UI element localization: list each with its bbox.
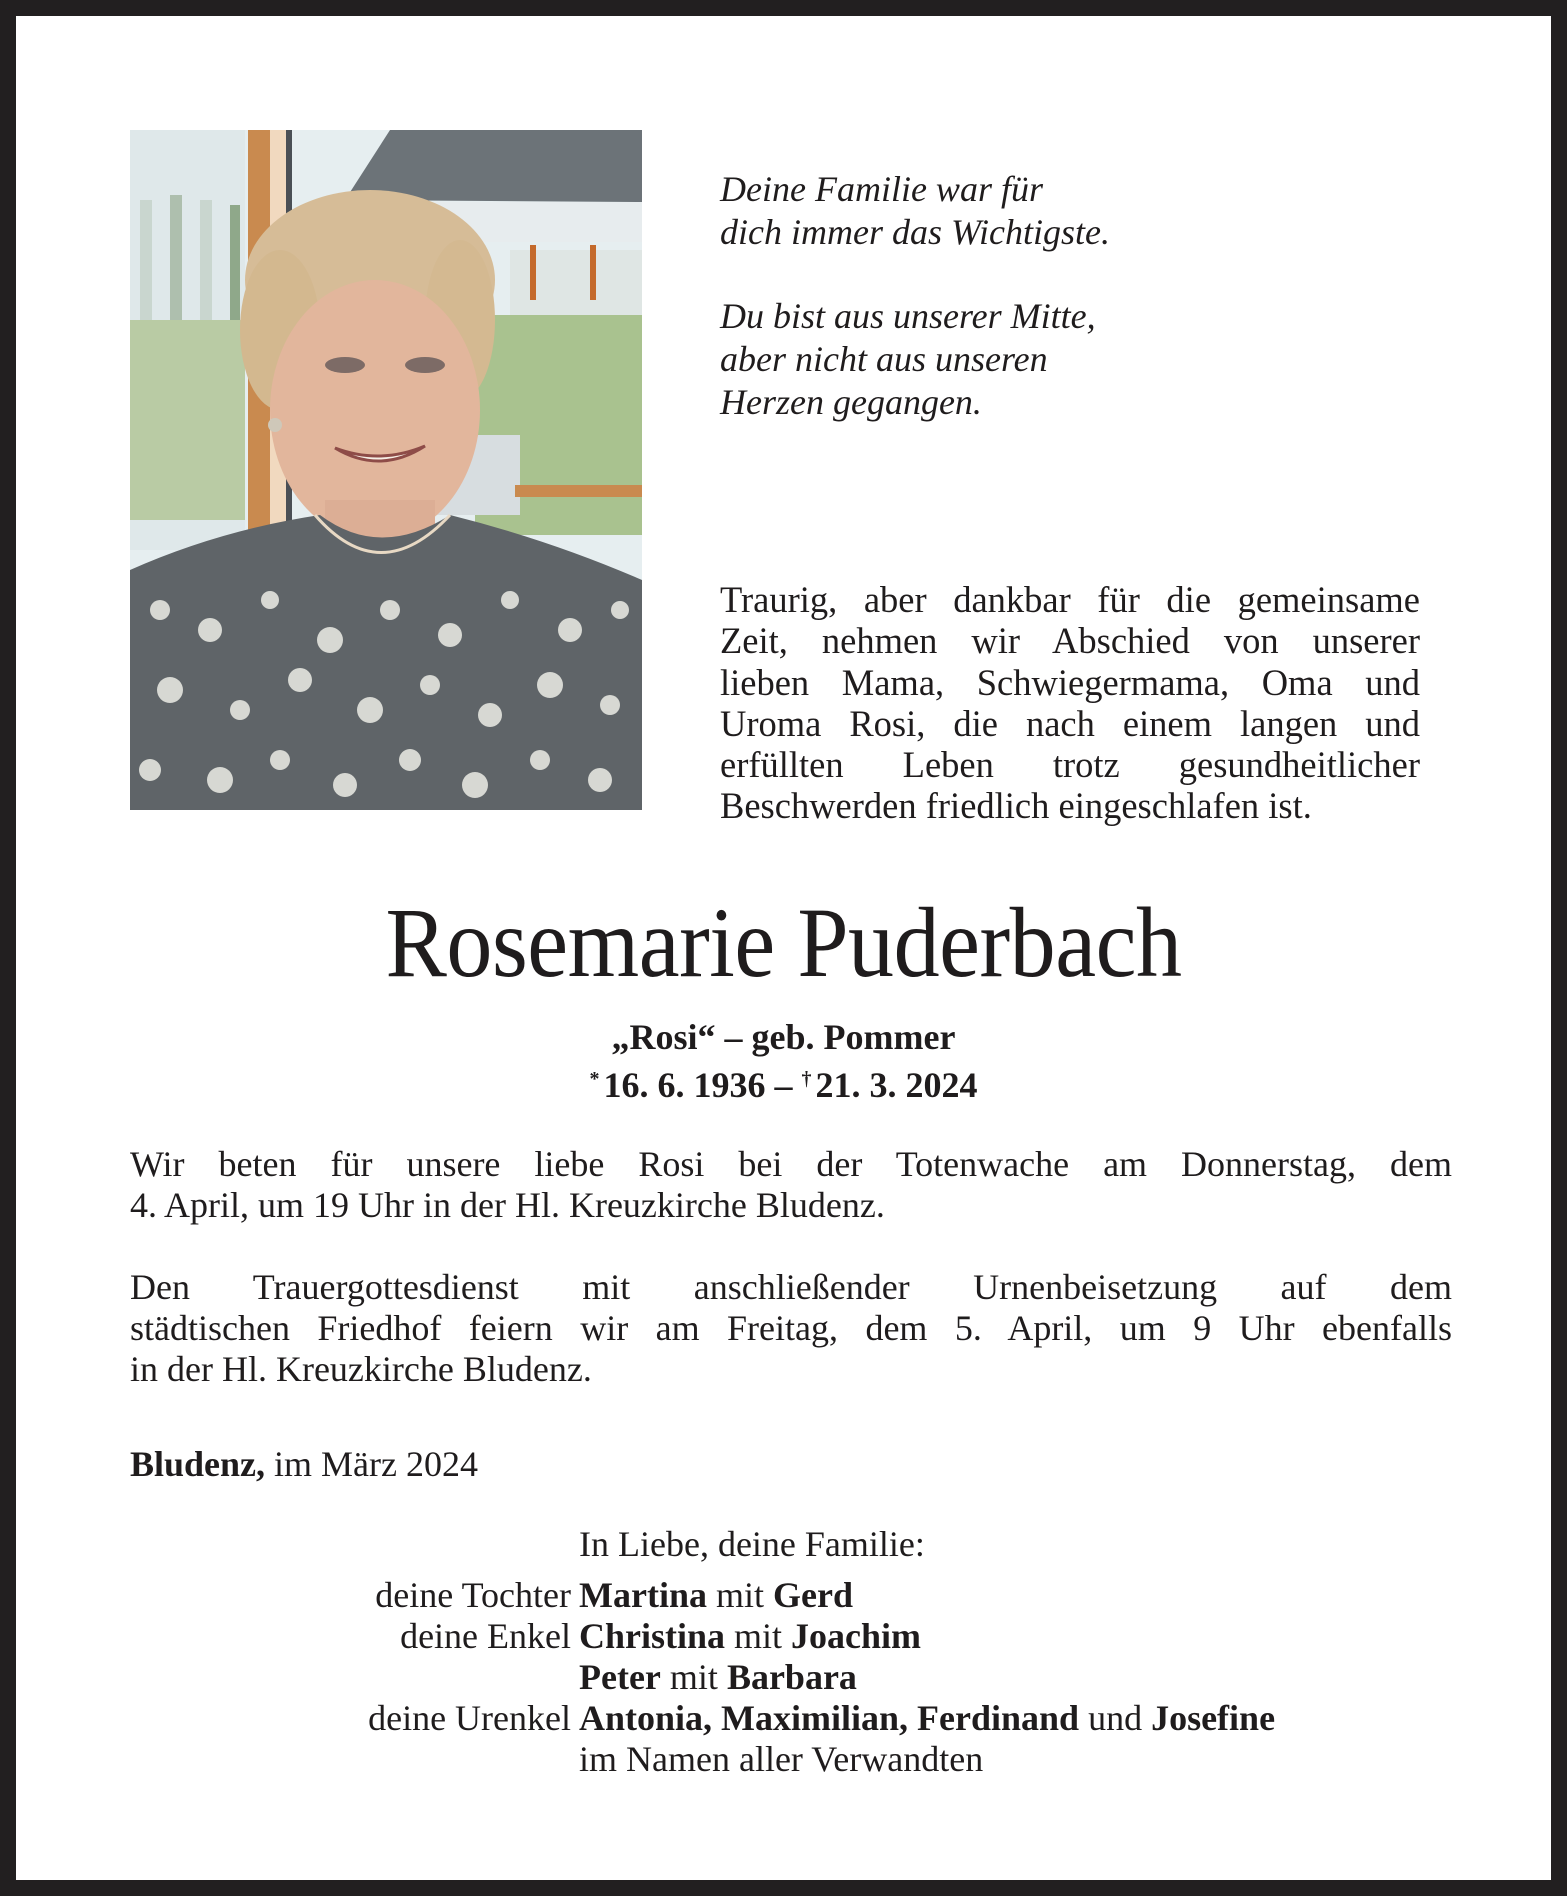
service-announcements [130, 1144, 1452, 1431]
wake-announcement [130, 1144, 1452, 1226]
intro-line: lieben Mama, Schwiegermama, Oma und [720, 661, 1420, 703]
family-member-name: Martina [579, 1575, 707, 1615]
intro-line: Zeit, nehmen wir Abschied von unserer [720, 620, 1420, 662]
intro-line: Beschwerden friedlich eingeschlafen ist. [720, 785, 1312, 827]
deceased-name: Rosemarie Puderbach [385, 887, 1182, 998]
relation-names [579, 1657, 857, 1698]
funeral-service-announcement [130, 1267, 1452, 1390]
intro-line: Traurig, aber dankbar für die gemeinsame [720, 579, 1420, 620]
family-member-name: Joachim [791, 1616, 922, 1656]
intro-line: erfüllten Leben trotz gesundheitlicher [720, 744, 1420, 786]
birth-date: 16. 6. 1936 [603, 1065, 766, 1105]
conjunction: und [1079, 1698, 1152, 1738]
family-row-great-grandchildren [16, 1698, 1551, 1739]
poem-stanza-1 [720, 168, 1420, 254]
obituary-sheet [16, 16, 1551, 1880]
death-cross-icon: † [801, 1068, 812, 1090]
family-member-name: Christina [579, 1616, 726, 1656]
relation-names [579, 1616, 921, 1657]
birth-star-icon: * [589, 1068, 600, 1090]
service-line: Den Trauergottesdienst mit anschließender Urnenbeisetzung auf dem [130, 1267, 1452, 1307]
service-line: in der Hl. Kreuzkirche Bludenz. [130, 1349, 592, 1389]
date: im März 2024 [265, 1444, 479, 1484]
conjunction: mit [725, 1616, 792, 1656]
family-member-name: Antonia, Maximilian, Ferdinand [579, 1698, 1080, 1738]
place: Bludenz, [130, 1444, 266, 1484]
conjunction: mit [706, 1575, 773, 1615]
portrait-image [130, 130, 642, 810]
family-row-grandchildren [16, 1616, 1551, 1657]
intro-line: Uroma Rosi, die nach einem langen und [720, 702, 1420, 744]
poem-stanza-2 [720, 295, 1420, 424]
poem-line: Du bist aus unserer Mitte, [720, 296, 1096, 336]
family-heading: In Liebe, deine Familie: [579, 1524, 925, 1564]
family-member-name: Gerd [772, 1575, 853, 1615]
family-heading-row [16, 1524, 1551, 1565]
place-date [130, 1444, 478, 1485]
family-row-grandchildren-2 [16, 1657, 1551, 1698]
family-signature [16, 1524, 1551, 1780]
family-member-name: Barbara [726, 1657, 857, 1697]
poem-line: aber nicht aus unseren [720, 339, 1048, 379]
poem-line: dich immer das Wichtigste. [720, 212, 1110, 252]
family-member-name: Peter [579, 1657, 661, 1697]
date-separator: – [765, 1065, 802, 1105]
conjunction: mit [660, 1657, 727, 1697]
wake-line: Wir beten für unsere liebe Rosi bei der Totenwache am Donnerstag, dem [130, 1144, 1452, 1184]
family-closing: im Namen aller Verwandten [579, 1739, 984, 1779]
intro-paragraph [720, 579, 1420, 827]
family-row-daughter [16, 1575, 1551, 1616]
relation-names [579, 1575, 853, 1616]
relation-label: deine Urenkel [368, 1698, 571, 1738]
relation-label: deine Tochter [375, 1575, 571, 1615]
poem-line: Deine Familie war für [720, 169, 1043, 209]
relation-names [579, 1698, 1275, 1739]
life-dates [16, 1058, 1551, 1106]
service-line: städtischen Friedhof feiern wir am Freitag, dem 5. April, um 9 Uhr ebenfalls [130, 1308, 1452, 1348]
family-closing-row [16, 1739, 1551, 1780]
poem [720, 168, 1420, 465]
relation-label: deine Enkel [400, 1616, 571, 1656]
nickname-maiden-name: „Rosi“ – geb. Pommer [611, 1017, 956, 1057]
deceased-details [16, 1016, 1551, 1106]
poem-line: Herzen gegangen. [720, 382, 982, 422]
wake-line: 4. April, um 19 Uhr in der Hl. Kreuzkirche Bludenz. [130, 1185, 885, 1225]
death-date: 21. 3. 2024 [815, 1065, 978, 1105]
family-member-name: Josefine [1151, 1698, 1276, 1738]
portrait-photo [130, 130, 642, 810]
